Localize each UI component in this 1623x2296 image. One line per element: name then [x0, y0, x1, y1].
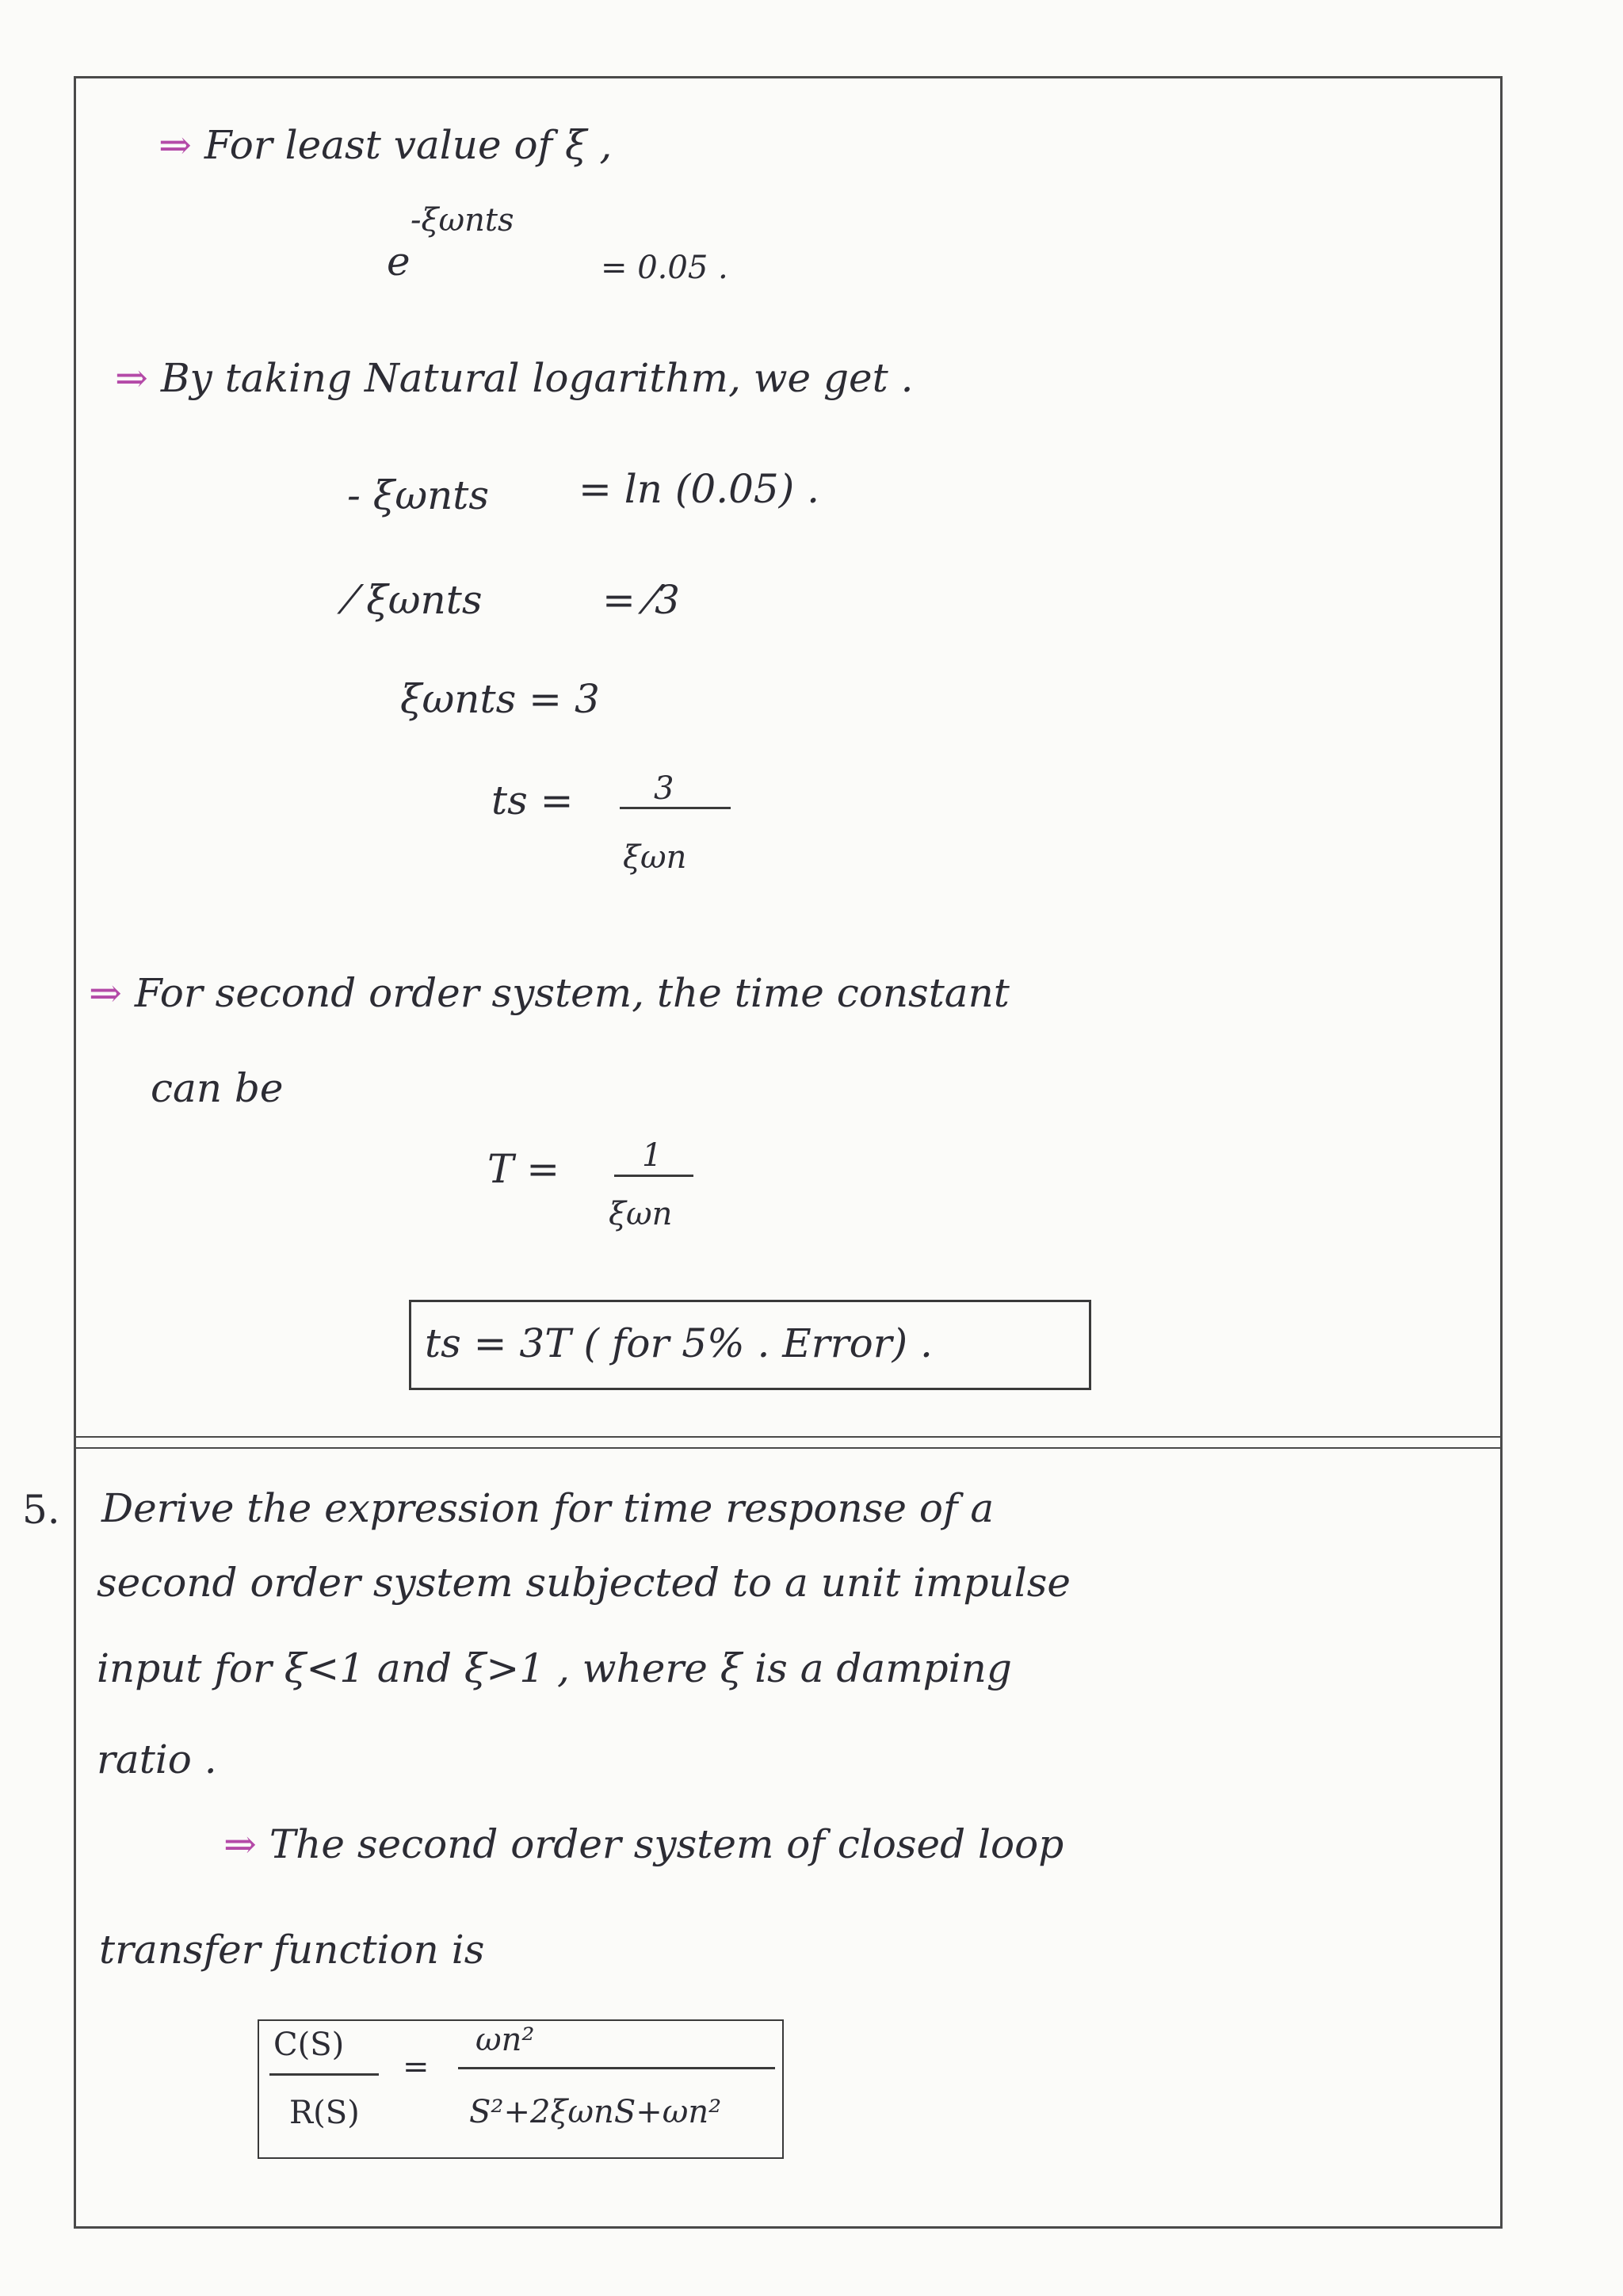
question-line3: input for ξ<1 and ξ>1 , where ξ is a damping	[97, 1645, 1012, 1691]
arrow-icon: ⇒	[158, 122, 192, 168]
tf-lhs-fraction-bar	[269, 2073, 379, 2076]
tf-denominator: S²+2ξωnS+ωn²	[469, 2094, 722, 2130]
ts-numerator: 3	[654, 770, 674, 807]
answer-line2: transfer function is	[99, 1927, 485, 1973]
question-line4: ratio .	[97, 1736, 217, 1782]
eq2-lhs: ⁄ ξωnts	[347, 577, 483, 623]
arrow-icon: ⇒	[115, 355, 148, 401]
eq1-rhs: = ln (0.05) .	[579, 466, 820, 512]
time-constant-text: For second order system, the time constant	[134, 970, 1010, 1016]
log-line-text: By taking Natural logarithm, we get .	[160, 355, 914, 401]
T-lhs: T =	[487, 1146, 560, 1192]
ts-lhs: ts =	[491, 777, 574, 823]
arrow-icon: ⇒	[89, 970, 122, 1016]
T-fraction-bar	[614, 1175, 693, 1177]
tf-equals: =	[403, 2049, 430, 2085]
least-value-text: For least value of ξ ,	[204, 122, 613, 168]
time-constant-line1	[89, 970, 1010, 1016]
eq1-lhs: - ξωnts	[347, 472, 490, 518]
tf-lhs-denominator: R(S)	[289, 2095, 360, 2131]
tf-numerator: ωn²	[475, 2022, 535, 2058]
time-constant-line2: can be	[151, 1065, 284, 1111]
least-value-line	[158, 122, 613, 168]
arrow-icon: ⇒	[223, 1821, 257, 1867]
answer-line1-text: The second order system of closed loop	[269, 1821, 1064, 1867]
ts-fraction-bar	[620, 807, 731, 809]
section-divider	[74, 1447, 1500, 1449]
ts-denominator: ξωn	[623, 839, 687, 876]
log-line	[115, 355, 914, 401]
exp-base: e	[387, 239, 411, 285]
tf-lhs-numerator: C(S)	[273, 2027, 345, 2063]
question-number: 5.	[22, 1487, 60, 1533]
T-numerator: 1	[642, 1137, 663, 1174]
tf-fraction-bar	[458, 2067, 775, 2069]
T-denominator: ξωn	[609, 1196, 673, 1232]
exp-power: -ξωnts	[411, 202, 514, 239]
ts-boxed-text: ts = 3T ( for 5% . Error) .	[425, 1320, 933, 1366]
eq2-rhs: = ⁄3	[602, 577, 680, 623]
question-line2: second order system subjected to a unit impulse	[97, 1560, 1071, 1606]
section-divider	[74, 1436, 1500, 1438]
answer-line1	[223, 1821, 1064, 1867]
eq3: ξωnts = 3	[400, 676, 600, 722]
exp-rhs: = 0.05 .	[601, 250, 728, 286]
question-line1: Derive the expression for time response of a	[101, 1485, 995, 1531]
